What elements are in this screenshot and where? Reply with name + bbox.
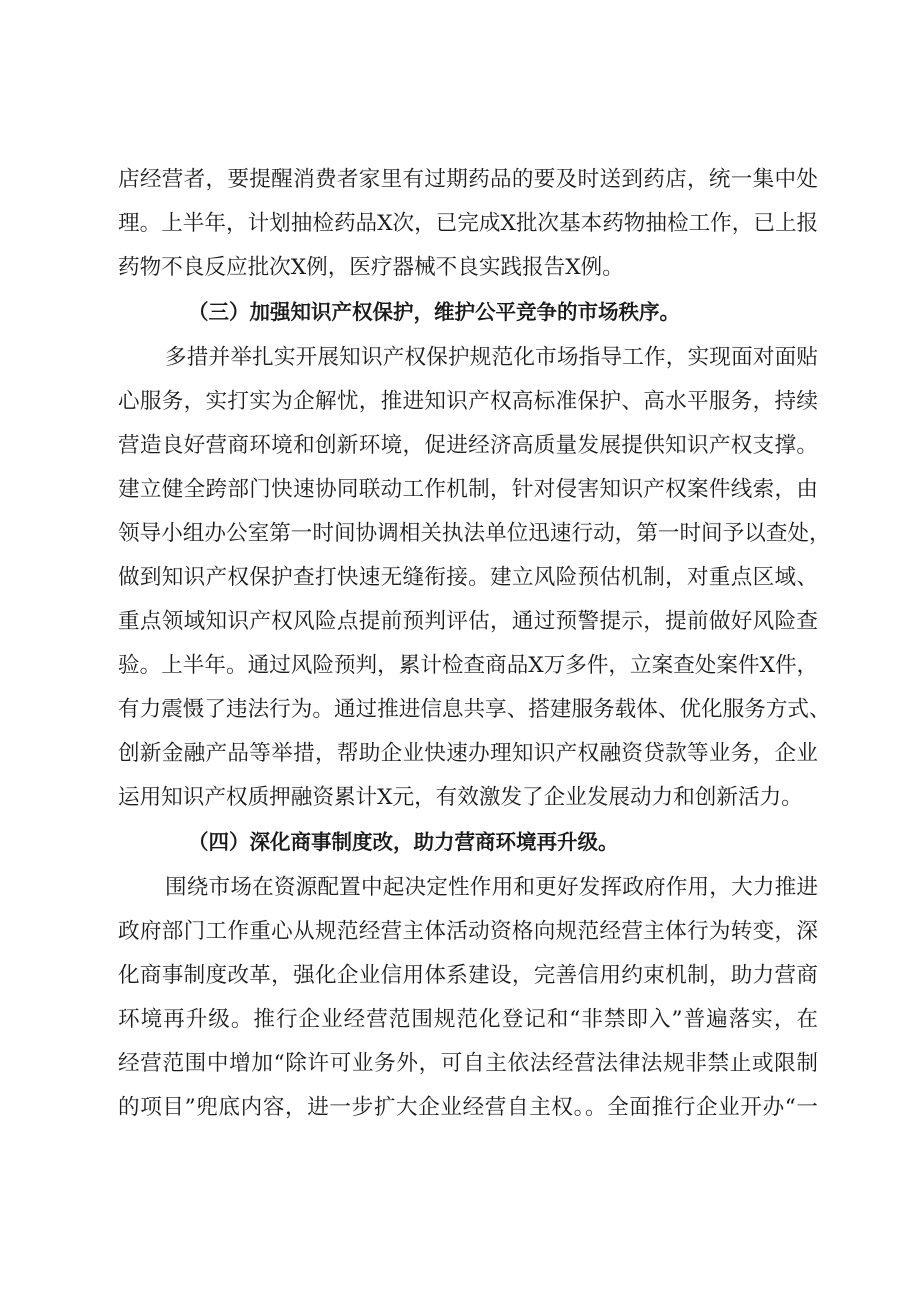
paragraph-line: 建立健全跨部门快速协同联动工作机制，针对侵害知识产权案件线索，由	[118, 477, 818, 502]
paragraph-line: 化商事制度改革，强化企业信用体系建设，完善信用约束机制，助力营商	[118, 963, 818, 988]
paragraph-line: 政府部门工作重心从规范经营主体活动资格向规范经营主体行为转变，深	[118, 919, 818, 944]
paragraph-line: 理。上半年，计划抽检药品X次，已完成X批次基本药物抽检工作，已上报	[118, 211, 819, 236]
paragraph-line: 药物不良反应批次X例，医疗器械不良实践报告X例。	[118, 255, 624, 280]
paragraph-line: 店经营者，要提醒消费者家里有过期药品的要及时送到药店，统一集中处	[118, 167, 818, 192]
section-heading-4: （四）深化商事制度改，助力营商环境再升级。	[188, 830, 619, 854]
paragraph-line: 环境再升级。推行企业经营范围规范化登记和“非禁即入”普遍落实，在	[118, 1007, 818, 1032]
paragraph-line: 心服务，实打实为企解忧，推进知识产权高标准保护、高水平服务，持续	[118, 389, 818, 414]
paragraph-line: 做到知识产权保护查打快速无缝衔接。建立风险预估机制，对重点区域、	[118, 565, 818, 590]
paragraph-line: 创新金融产品等举措，帮助企业快速办理知识产权融资贷款等业务，企业	[118, 741, 818, 766]
paragraph-line: 重点领域知识产权风险点提前预判评估，通过预警提示，提前做好风险查	[118, 609, 818, 634]
paragraph-line: 多措并举扎实开展知识产权保护规范化市场指导工作，实现面对面贴	[165, 345, 818, 370]
paragraph-line: 有力震慑了违法行为。通过推进信息共享、搭建服务载体、优化服务方式、	[118, 697, 831, 722]
paragraph-line: 运用知识产权质押融资累计X元，有效激发了企业发展动力和创新活力。	[118, 785, 803, 810]
paragraph-line: 围绕市场在资源配置中起决定性作用和更好发挥政府作用，大力推进	[165, 875, 818, 900]
paragraph-line: 验。上半年。通过风险预判，累计检查商品X万多件，立案查处案件X件，	[118, 653, 819, 678]
paragraph-line: 领导小组办公室第一时间协调相关执法单位迅速行动，第一时间予以查处，	[118, 521, 831, 546]
paragraph-line: 营造良好营商环境和创新环境，促进经济高质量发展提供知识产权支撑。	[118, 433, 818, 458]
paragraph-line: 经营范围中增加“除许可业务外，可自主依法经营法律法规非禁止或限制	[118, 1051, 818, 1076]
paragraph-line: 的项目”兜底内容，进一步扩大企业经营自主权。。全面推行企业开办“一	[118, 1095, 818, 1120]
section-heading-3: （三）加强知识产权保护，维护公平竞争的市场秩序。	[188, 300, 680, 324]
